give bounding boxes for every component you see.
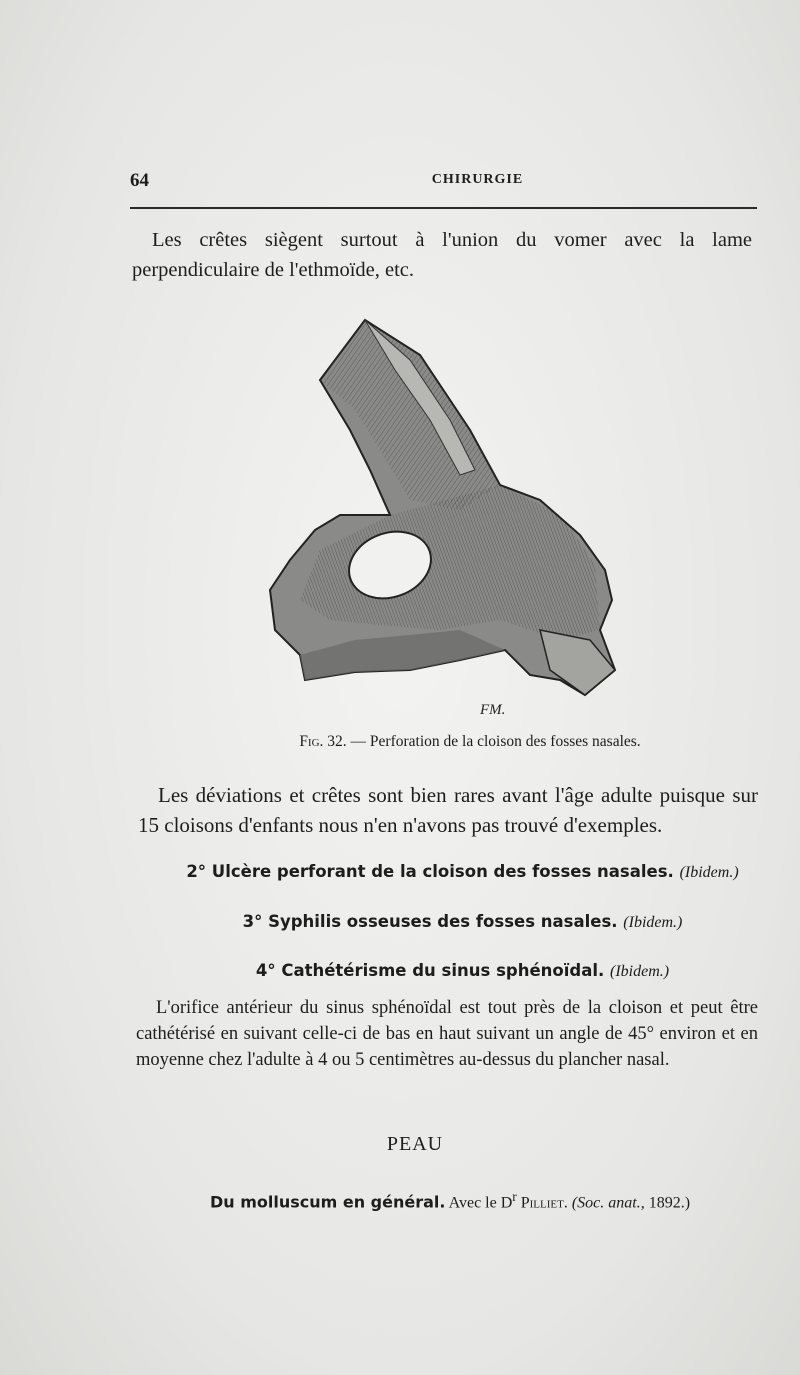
entry-author: Pilliet. — [520, 1194, 568, 1212]
entry-molluscum — [130, 1189, 770, 1212]
illustrator-signature: FM. — [480, 702, 506, 718]
heading-catheterisme — [130, 961, 795, 981]
entry-sup: r — [512, 1189, 517, 1204]
heading-syphilis — [130, 912, 795, 932]
heading-catheterisme-text: 4° Cathétérisme du sinus sphénoïdal. — [255, 961, 605, 980]
header-rule — [130, 207, 757, 209]
running-head: CHIRURGIE — [431, 172, 524, 187]
figure-label: Fig. 32. — [299, 733, 347, 750]
entry-with: Avec le D — [448, 1194, 513, 1212]
heading-catheterisme-ref: (Ibidem.) — [610, 963, 670, 980]
entry-journal: (Soc. anat., — [571, 1194, 645, 1212]
heading-syphilis-ref: (Ibidem.) — [623, 914, 683, 931]
figure-caption — [140, 733, 800, 751]
entry-title: Du molluscum en général. — [209, 1192, 446, 1212]
entry-year: 1892.) — [648, 1194, 691, 1212]
paragraph-cretes: Les crêtes siègent surtout à l'union du vomer avec la lame perpendiculaire de l'ethmoïde, etc. — [132, 229, 752, 281]
paragraph-deviations: Les déviations et crêtes sont bien rares avant l'âge adulte puisque sur 15 cloisons d'enfants nous n'en n'avons pas trouvé d'exemples. — [138, 783, 758, 837]
figure-caption-text: — Perforation de la cloison des fosses nasales. — [350, 733, 641, 750]
section-title-peau: PEAU — [386, 1133, 444, 1155]
heading-ulcere-text: 2° Ulcère perforant de la cloison des fosses nasales. — [186, 862, 674, 881]
heading-ulcere — [130, 862, 795, 882]
page-header — [130, 170, 755, 200]
paragraph-orifice: L'orifice antérieur du sinus sphénoïdal est tout près de la cloison et peut être cathétérisé en suivant celle-ci de bas en haut suivant un angle de 45° environ et en moyenne chez l'adulte à 4 ou 5 centimètres au-dessus du plancher nasal. — [136, 998, 758, 1070]
page-number: 64 — [130, 170, 149, 191]
heading-syphilis-text: 3° Syphilis osseuses des fosses nasales. — [242, 912, 618, 931]
heading-ulcere-ref: (Ibidem.) — [679, 864, 739, 881]
figure-nasal-septum-illustration — [260, 300, 630, 720]
